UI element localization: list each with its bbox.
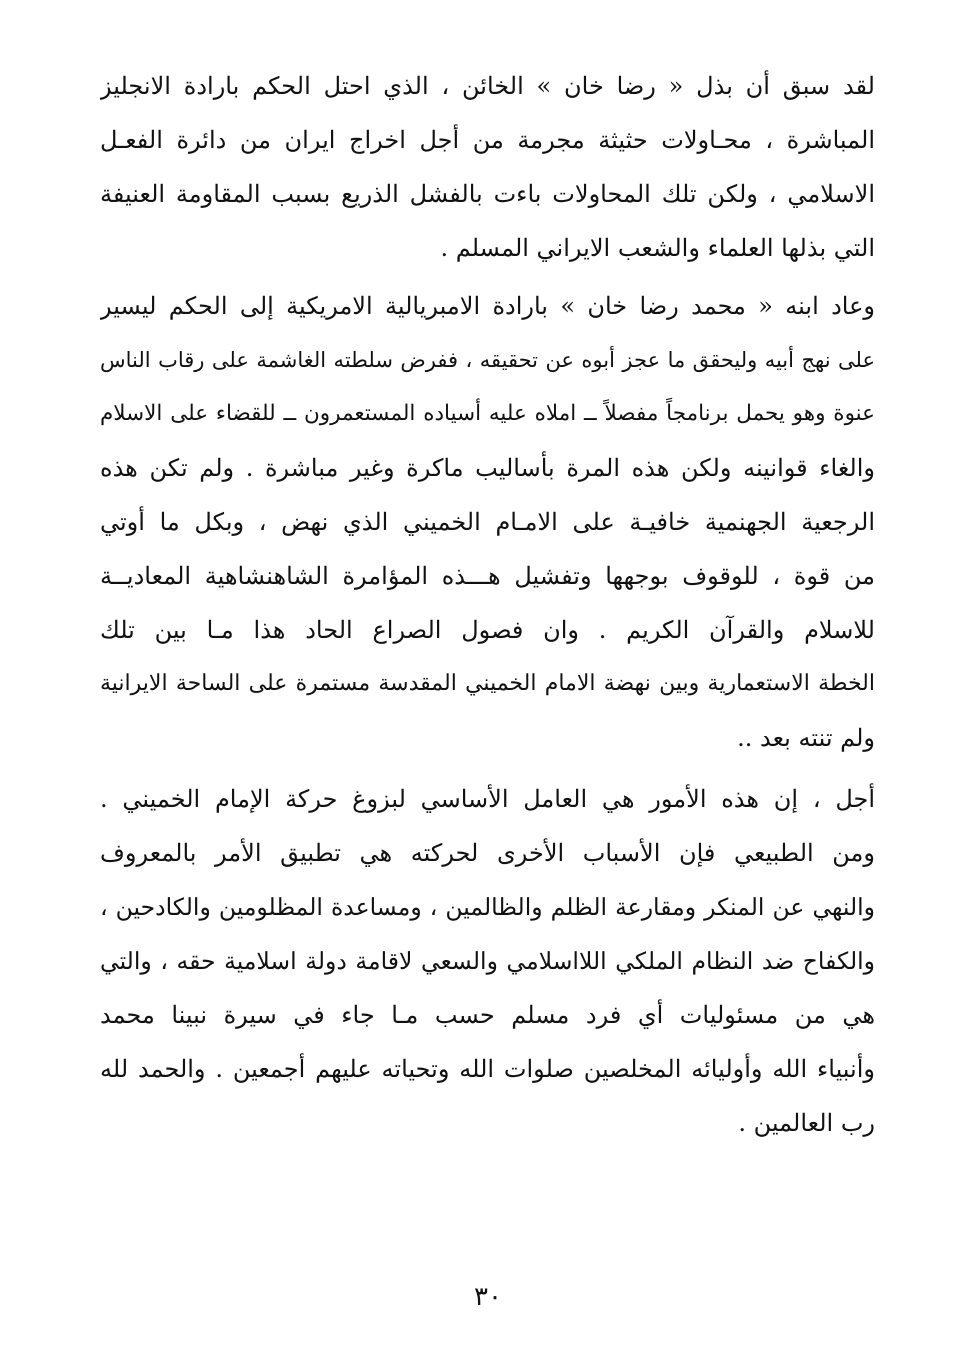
paragraph-1: [100, 59, 875, 275]
text-line: الاسلامي ، ولكن تلك المحاولات باءت بالفشل الذريع بسبب المقاومة العنيفة: [100, 180, 875, 208]
text-line: والنهي عن المنكر ومقارعة الظلم والظالمين ، ومساعدة المظلومين والكادحين ،: [100, 893, 875, 921]
text-line: رب العالمين .: [738, 1109, 875, 1137]
text-line: أجل ، إن هذه الأمور هي العامل الأساسي لبزوغ حركة الإمام الخميني .: [100, 785, 875, 813]
page-number: ٣٠: [474, 1282, 502, 1312]
text-line: عنوة وهو يحمل برنامجاً مفصلاً ــ املاه عليه أسياده المستعمرون ــ للقضاء على الاسلام: [100, 401, 875, 426]
text-line: المباشرة ، محـاولات حثيثة مجرمة من أجل اخراج ايران من دائرة الفعـل: [100, 126, 875, 154]
text-line: للاسلام والقرآن الكريم . وان فصول الصراع الحاد هذا مـا بين تلك: [100, 616, 875, 644]
text-line: على نهج أبيه وليحقق ما عجز أبوه عن تحقيقه ، ففرض سلطته الغاشمة على رقاب الناس: [100, 348, 875, 372]
paragraph-3: [100, 772, 875, 1150]
text-line: ولم تنته بعد ..: [737, 724, 875, 752]
text-line: وأنبياء الله وأوليائه المخلصين صلوات الله وتحياته عليهم أجمعين . والحمد لله: [100, 1055, 875, 1083]
paragraph-2: [100, 279, 875, 765]
text-line: التي بذلها العلماء والشعب الايراني المسلم .: [440, 234, 875, 262]
text-line: ومن الطبيعي فإن الأسباب الأخرى لحركته هي تطبيق الأمر بالمعروف: [100, 839, 875, 867]
text-line: من قوة ، للوقوف بوجهها وتفشيل هـــذه المؤامرة الشاهنشاهية المعاديــة: [100, 562, 875, 590]
text-line: وعاد ابنه « محمد رضا خان » بارادة الامبريالية الامريكية إلى الحكم ليسير: [100, 292, 875, 320]
text-line: هي من مسئوليات أي فرد مسلم حسب مـا جاء في سيرة نبينا محمد: [100, 1001, 875, 1029]
text-line: والغاء قوانينه ولكن هذه المرة بأساليب ماكرة وغير مباشرة . ولم تكن هذه: [100, 454, 875, 482]
text-line: والكفاح ضد النظام الملكي اللااسلامي والسعي لاقامة دولة اسلامية حقه ، والتي: [100, 947, 875, 975]
text-line: الخطة الاستعمارية وبين نهضة الامام الخميني المقدسة مستمرة على الساحة الايرانية: [100, 671, 875, 696]
text-line: الرجعية الجهنمية خافيـة على الامـام الخميني الذي نهض ، وبكل ما أوتي: [100, 508, 875, 536]
text-line: لقد سبق أن بذل « رضا خان » الخائن ، الذي احتل الحكم بارادة الانجليز: [100, 72, 875, 100]
